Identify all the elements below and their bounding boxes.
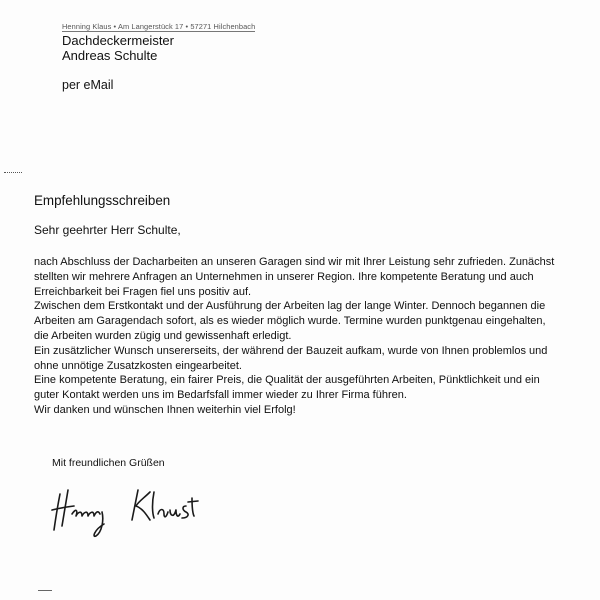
delivery-method: per eMail [62, 78, 114, 92]
fold-mark [4, 172, 22, 173]
letter-subject: Empfehlungsschreiben [34, 193, 171, 208]
closing-phrase: Mit freundlichen Grüßen [52, 457, 165, 469]
body-line: Zwischen dem Erstkontakt und der Ausführung der Arbeiten lag der lange Winter. Dennoch begannen die [34, 300, 546, 313]
recipient-name: Andreas Schulte [62, 48, 158, 63]
body-line: Erreichbarkeit bei Fragen fiel uns positiv auf. [34, 285, 252, 298]
letter-body [34, 255, 594, 418]
body-line: Ein zusätzlicher Wunsch unsererseits, der während der Bauzeit aufkam, wurde von Ihnen problemlos und [34, 344, 548, 357]
body-line: nach Abschluss der Dacharbeiten an unseren Garagen sind wir mit Ihrer Leistung sehr zufrieden. Zunächst [34, 256, 555, 268]
body-line: guter Kontakt werden uns im Bedarfsfall immer wieder zu Ihrer Firma führen. [34, 389, 407, 402]
handwritten-signature [46, 480, 206, 540]
body-line: stellten wir mehrere Anfragen an Unternehmen in unserer Region. Ihre kompetente Beratung und auch [34, 270, 534, 283]
body-line: ohne unnötige Zusatzkosten eingearbeitet. [34, 359, 242, 372]
page-edge-fragment [38, 590, 52, 597]
recipient-block [62, 33, 174, 63]
body-line: Eine kompetente Beratung, ein fairer Preis, die Qualität der ausgeführten Arbeiten, Pünktlichkeit und ein [34, 374, 540, 387]
body-line: Wir danken und wünschen Ihnen weiterhin viel Erfolg! [34, 403, 296, 416]
sender-address-line: Henning Klaus • Am Langerstück 17 • 57271 Hilchenbach [62, 22, 256, 31]
body-line: die Arbeiten wurden zügig und gewissenhaft erledigt. [34, 329, 292, 342]
body-line: Arbeiten am Garagendach sofort, als es wieder möglich wurde. Termine wurden punktgenau eingehalten, [34, 315, 546, 328]
recipient-title: Dachdeckermeister [62, 33, 174, 48]
salutation: Sehr geehrter Herr Schulte, [34, 223, 181, 237]
